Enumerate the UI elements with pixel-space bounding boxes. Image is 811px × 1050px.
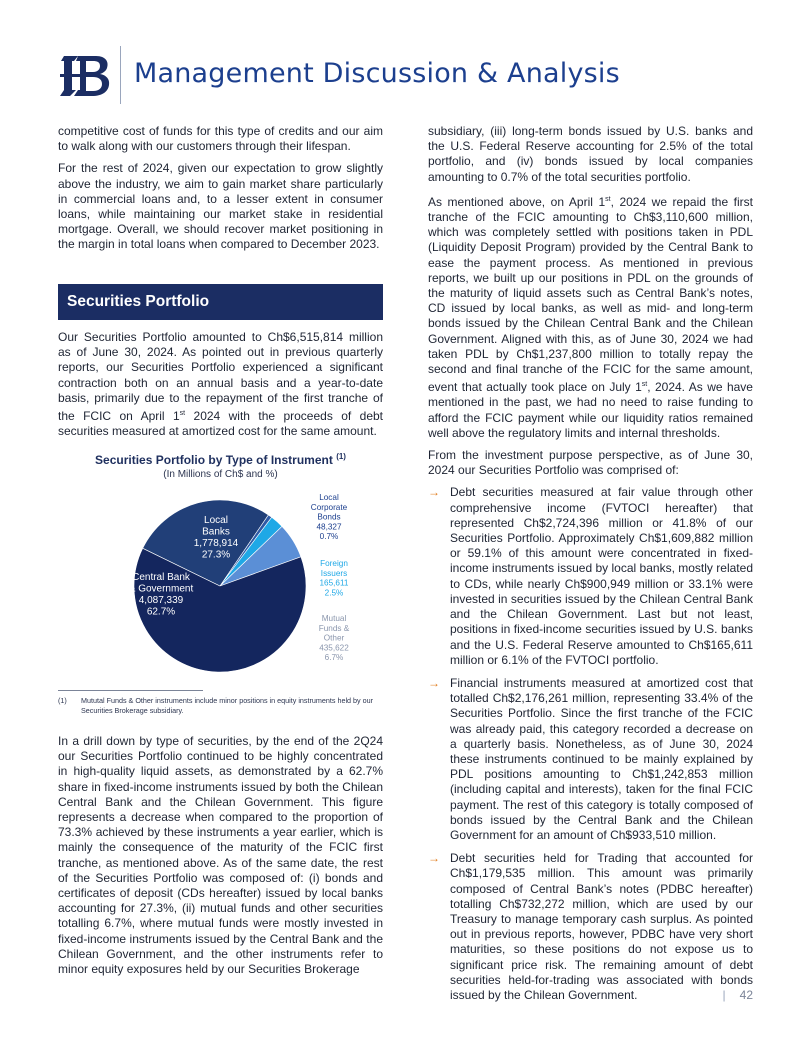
text-run: , 2024. As we have mentioned in the past, we had no need to raise funding to afford the FCIC payment while our liquidity ratios remained well above the regulatory limits and internal thresholds. [428,380,753,440]
paragraph [58,330,383,439]
superscript: st [605,195,611,203]
chart-title-text: Securities Portfolio by Type of Instrument [95,453,333,467]
paragraph: For the rest of 2024, given our expectation to grow slightly above the industry, we aim to gain market share particularly in commercial loans and, to a lesser extent in consumer loans, while maintaining our market stake in residential mortgage. Overall, we should recover market positioning in the margin in total loans when compared to December 2023. [58,161,383,252]
footer-separator: | [722,988,726,1002]
list-item-text: Debt securities held for Trading that accounted for Ch$1,179,535 million. This amount was primarily composed of Central Bank’s notes (PDBC hereafter) totalling Ch$732,272 million, which are used by our Treasury to manage temporary cash surplus. As pointed out in previous reports, however, PDBC have very short maturities, so these positions do not expose us to significant price risk. The remaining amount of debt securities held-for-trading was associated with bonds issued by the Chilean Government. [450,851,753,1002]
arrow-right-icon: → [428,485,440,500]
arrow-right-icon: → [428,675,440,690]
paragraph: From the investment purpose perspective, as of June 30, 2024 our Securities Portfolio was comprised of: [428,448,753,478]
pie-chart [58,488,383,683]
slice-label-local-banks: Local Banks 1,778,914 27.3% [193,515,239,561]
chart-title-footnote-ref: (1) [336,452,346,461]
securities-intro [58,330,383,446]
superscript: st [179,410,186,418]
bank-b-monogram-icon [58,52,112,98]
text-run: 2024 with the proceeds of debt securities measured at amortized cost for the same amount. [58,409,383,439]
list-item [428,851,753,1003]
page-title: Management Discussion & Analysis [134,58,620,89]
drill-down-text [58,734,383,984]
list-item-text: Financial instruments measured at amortized cost that totalled Ch$2,176,261 million, representing 33.4% of the Securities Portfolio. Since the first tranche of the FCIC was already paid, this category recorded a decrease on a quarterly basis. Nonetheless, as of June 30, 2024 these instruments continued to be mainly explained by PDL positions amounting to Ch$1,242,853 million (including capital and interests), taken for the final FCIC payment. The rest of this category is totally composed of bonds issued by the Central Bank and the Chilean Government for an amount of Ch$933,510 million. [450,675,753,842]
footnote-text: Mututal Funds & Other instruments include minor positions in equity instruments held by our Securities Brokerage subsidiary. [81,696,374,715]
paragraph: subsidiary, (iii) long-term bonds issued by U.S. banks and the U.S. Federal Reserve accounting for 2.5% of the total portfolio, and (iv) bonds issued by local companies amounting to 0.7% of the total securities portfolio. [428,124,753,184]
bullet-list [428,485,753,1003]
paragraph: competitive cost of funds for this type of credits and our aim to walk along with our customers through their lifespan. [58,124,383,154]
page-footer [723,988,753,1002]
text-run: Our Securities Portfolio amounted to Ch$6,515,814 million as of June 30, 2024. As pointed out in previous quarterly reports, our Securities Portfolio experienced a significant contraction both on an annual basis and a year-to-date basis, primarily due to the repayment of the first tranche of the FCIC on April 1 [58,330,383,424]
paragraph [428,192,753,441]
right-column [428,124,753,1011]
paragraph: In a drill down by type of securities, by the end of the 2Q24 our Securities Portfolio continued to be highly concentrated in high-quality liquid assets, as demonstrated by a 62.7% share in fixed-income instruments issued by both the Chilean Central Bank and the Chilean Government. This figure represents a decrease when compared to the proportion of 73.3% achieved by these instruments a year earlier, which is mainly the consequence of the maturity of the FCIC first tranche, as mentioned above. As of the same date, the rest of the Securities Portfolio was composed of: (i) bonds and certificates of deposit (CDs hereafter) issued by local banks accounting for 27.3%, (ii) mutual funds and other securities totalling 6.7%, where mutual funds were mostly invested in fixed-income instruments issued by the Central Bank and the Chilean Government, and the other instruments refer to minor equity exposures held by our Securities Brokerage [58,734,383,977]
superscript: st [641,381,648,389]
header-divider [120,46,121,104]
chart-title [58,452,383,467]
slice-label-central-bank: Central Bank & Government 4,087,339 62.7% [128,572,194,618]
text-run: As mentioned above, on April 1 [428,194,606,209]
slice-label-mutual-funds: Mutual Funds & Other 435,622 6.7% [318,614,350,663]
page-number: 42 [739,988,753,1002]
list-item [428,485,753,667]
footnote-number: (1) [58,696,67,705]
slice-label-local-corporate-bonds: Local Corporate Bonds 48,327 0.7% [310,493,348,542]
arrow-right-icon: → [428,851,440,866]
chart-subtitle: (In Millions of Ch$ and %) [163,469,278,480]
slice-label-foreign-issuers: Foreign Issuers 165,611 2.5% [319,559,349,598]
text-run: , 2024 we repaid the first tranche of the FCIC amounting to Ch$3,110,600 million, which was completely settled with positions taken in PDL (Liquidity Deposit Program) provided by the Central Bank to ease the payment process. As mentioned in previous reports, we built up our positions in PDL on the grounds of the maturity of liquid assets such as Central Bank’s notes, CD issued by local banks, as well as mid- and long-term bonds issued by the Chilean Central Bank and the Chilean Government. Aligned with this, as of June 30, 2024 we had taken PDL by Ch$1,237,800 million to totally repay the second and final tranche of the FCIC for the same amount, event that actually took place on July 1 [428,194,753,395]
footnote-rule [58,690,203,691]
section-title: Securities Portfolio [67,293,210,310]
left-column [58,124,383,260]
section-header [58,284,383,320]
list-item [428,676,753,843]
list-item-text: Debt securities measured at fair value through other comprehensive income (FVTOCI hereafter) that represented Ch$2,724,396 million or 41.8% of our Securities Portfolio. Approximately Ch$1,609,882 million or 59.1% of this amount were concentrated in fixed-income instruments issued by local banks, mostly related to CDs, while nearly Ch$900,949 million or 33.1% were invested in securities issued by the Chilean Central Bank and the Chilean Government. Last but not least, positions in fixed-income securities issued by U.S. banks and the U.S. Federal Reserve amounted to Ch$165,611 million or 6.1% of the FVTOCI portfolio. [450,485,753,667]
